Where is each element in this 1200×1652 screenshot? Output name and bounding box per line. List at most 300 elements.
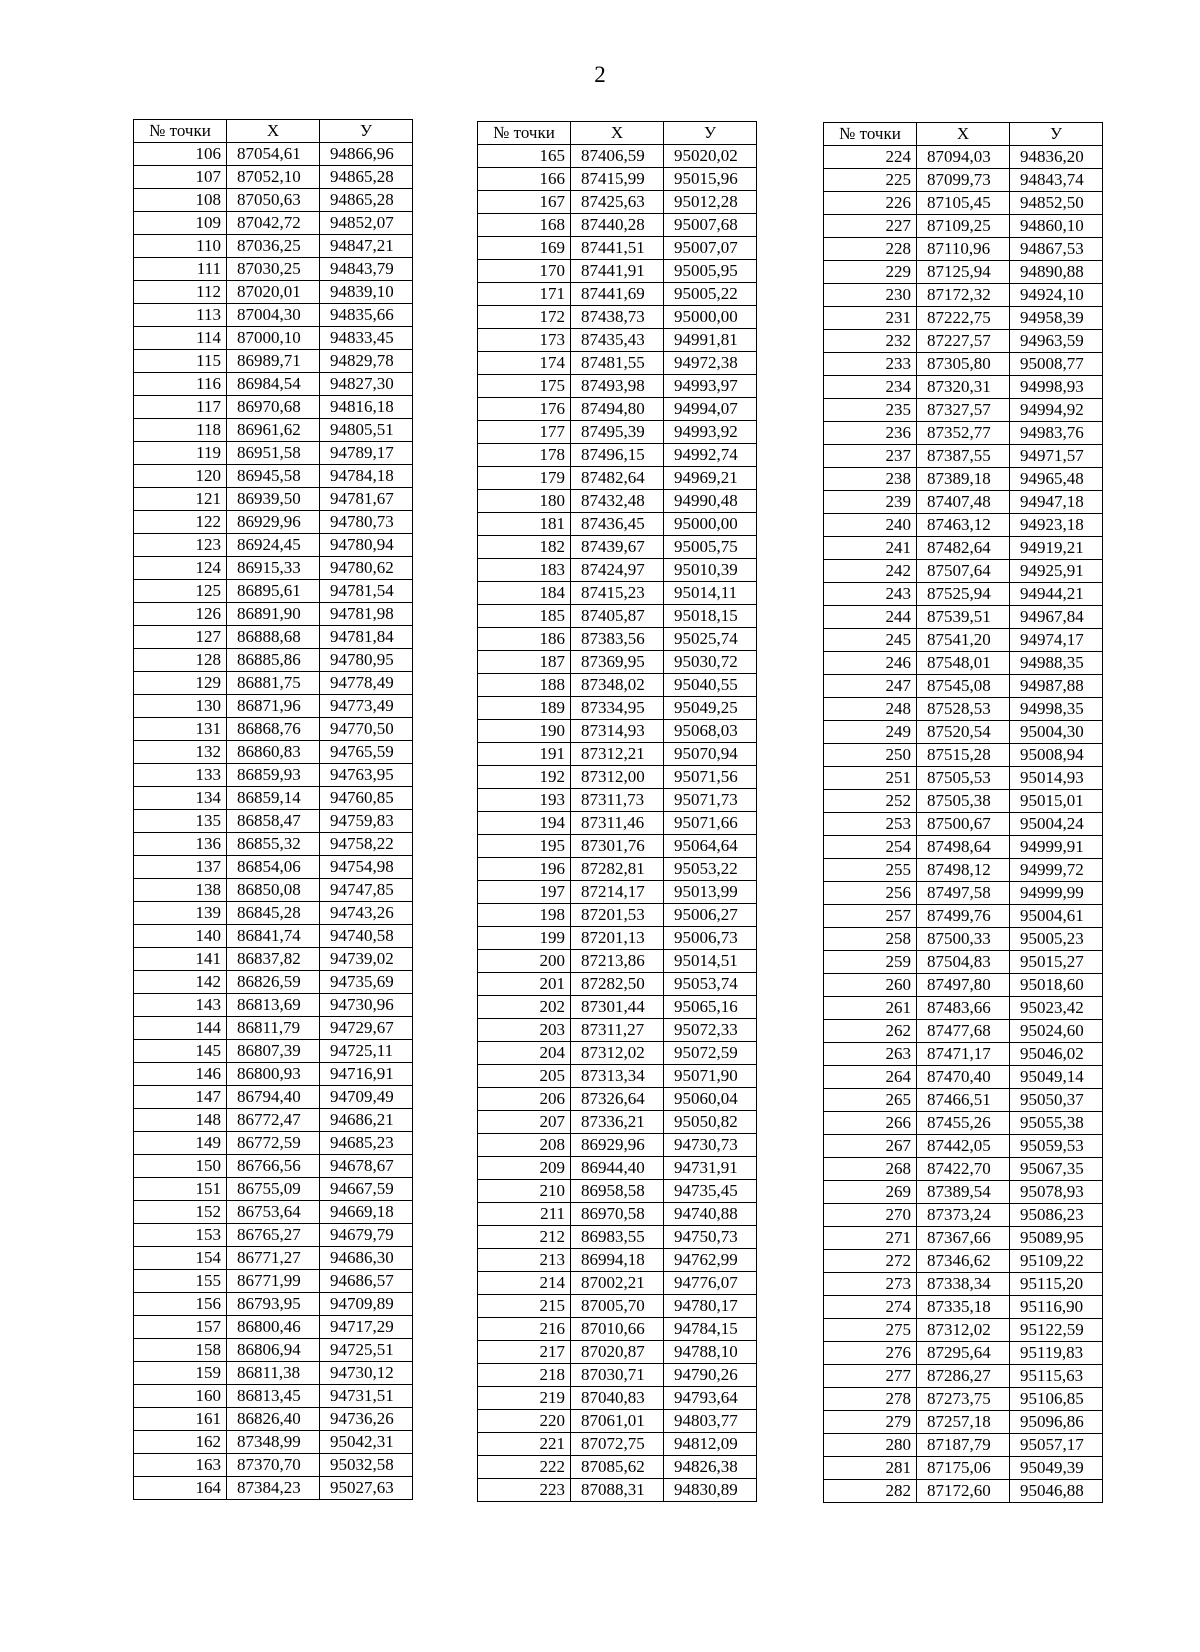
y-coordinate-cell: 94839,10 <box>320 281 413 304</box>
point-number-cell: 146 <box>134 1063 227 1086</box>
table-row <box>134 557 413 580</box>
table-row <box>134 580 413 603</box>
table-row <box>134 1017 413 1040</box>
point-number-cell: 196 <box>478 858 571 881</box>
table-row <box>134 189 413 212</box>
table-row <box>478 1111 757 1134</box>
table-row <box>824 537 1103 560</box>
y-coordinate-cell: 95042,31 <box>320 1431 413 1454</box>
point-number-cell: 279 <box>824 1411 917 1434</box>
y-coordinate-cell: 94790,26 <box>664 1364 757 1387</box>
point-number-cell: 238 <box>824 468 917 491</box>
y-coordinate-cell: 95024,60 <box>1010 1020 1103 1043</box>
point-number-cell: 117 <box>134 396 227 419</box>
table-row <box>134 143 413 166</box>
y-coordinate-cell: 95005,95 <box>664 260 757 283</box>
point-number-cell: 159 <box>134 1362 227 1385</box>
y-coordinate-cell: 94865,28 <box>320 166 413 189</box>
point-number-cell: 131 <box>134 718 227 741</box>
y-coordinate-cell: 95070,94 <box>664 743 757 766</box>
y-coordinate-cell: 95014,93 <box>1010 767 1103 790</box>
x-coordinate-cell: 87286,27 <box>917 1365 1010 1388</box>
y-coordinate-cell: 94740,58 <box>320 925 413 948</box>
x-coordinate-cell: 86837,82 <box>227 948 320 971</box>
y-coordinate-cell: 95008,94 <box>1010 744 1103 767</box>
x-coordinate-cell: 86771,99 <box>227 1270 320 1293</box>
x-coordinate-cell: 86755,09 <box>227 1178 320 1201</box>
x-header: X <box>917 123 1010 146</box>
table-row <box>478 812 757 835</box>
table-row <box>824 399 1103 422</box>
point-number-header: № точки <box>478 122 571 145</box>
y-coordinate-cell: 95000,00 <box>664 306 757 329</box>
y-coordinate-cell: 94716,91 <box>320 1063 413 1086</box>
y-coordinate-cell: 95006,27 <box>664 904 757 927</box>
point-number-cell: 271 <box>824 1227 917 1250</box>
table-row <box>134 534 413 557</box>
y-coordinate-cell: 95072,33 <box>664 1019 757 1042</box>
table-row <box>824 1043 1103 1066</box>
y-coordinate-cell: 94958,39 <box>1010 307 1103 330</box>
y-coordinate-cell: 95049,14 <box>1010 1066 1103 1089</box>
x-coordinate-cell: 87061,01 <box>571 1410 664 1433</box>
x-coordinate-cell: 86859,93 <box>227 764 320 787</box>
x-coordinate-cell: 87000,10 <box>227 327 320 350</box>
y-coordinate-cell: 94923,18 <box>1010 514 1103 537</box>
table-row <box>824 951 1103 974</box>
table-row <box>824 1411 1103 1434</box>
x-coordinate-cell: 87305,80 <box>917 353 1010 376</box>
point-number-cell: 115 <box>134 350 227 373</box>
x-coordinate-cell: 87405,87 <box>571 605 664 628</box>
table-row <box>824 1020 1103 1043</box>
point-number-cell: 155 <box>134 1270 227 1293</box>
y-coordinate-cell: 94770,50 <box>320 718 413 741</box>
table-row <box>478 1295 757 1318</box>
x-coordinate-cell: 86885,86 <box>227 649 320 672</box>
point-number-cell: 186 <box>478 628 571 651</box>
y-coordinate-cell: 94731,51 <box>320 1385 413 1408</box>
point-number-cell: 172 <box>478 306 571 329</box>
point-number-cell: 247 <box>824 675 917 698</box>
table-row <box>134 695 413 718</box>
x-coordinate-cell: 87435,43 <box>571 329 664 352</box>
table-row <box>134 1454 413 1477</box>
table-row <box>824 1181 1103 1204</box>
table-row <box>824 353 1103 376</box>
point-number-cell: 233 <box>824 353 917 376</box>
table-row <box>478 168 757 191</box>
x-coordinate-cell: 87175,06 <box>917 1457 1010 1480</box>
table-row <box>824 1089 1103 1112</box>
table-row <box>824 307 1103 330</box>
y-coordinate-cell: 94735,69 <box>320 971 413 994</box>
point-number-cell: 202 <box>478 996 571 1019</box>
point-number-cell: 198 <box>478 904 571 927</box>
table-row <box>134 1063 413 1086</box>
y-coordinate-cell: 95046,02 <box>1010 1043 1103 1066</box>
x-coordinate-cell: 87441,69 <box>571 283 664 306</box>
table-row <box>134 465 413 488</box>
x-coordinate-cell: 87282,81 <box>571 858 664 881</box>
table-row <box>478 513 757 536</box>
point-number-cell: 199 <box>478 927 571 950</box>
table-row <box>134 879 413 902</box>
y-coordinate-cell: 94994,92 <box>1010 399 1103 422</box>
table-row <box>134 1270 413 1293</box>
table-row <box>824 468 1103 491</box>
x-coordinate-cell: 86881,75 <box>227 672 320 695</box>
point-number-cell: 183 <box>478 559 571 582</box>
point-number-cell: 139 <box>134 902 227 925</box>
point-number-cell: 113 <box>134 304 227 327</box>
y-coordinate-cell: 95015,01 <box>1010 790 1103 813</box>
point-number-cell: 150 <box>134 1155 227 1178</box>
point-number-cell: 125 <box>134 580 227 603</box>
table-row <box>478 467 757 490</box>
table-row <box>134 212 413 235</box>
x-coordinate-cell: 86854,06 <box>227 856 320 879</box>
y-coordinate-cell: 94747,85 <box>320 879 413 902</box>
y-coordinate-cell: 94826,38 <box>664 1456 757 1479</box>
table-row <box>824 1480 1103 1503</box>
x-coordinate-cell: 87295,64 <box>917 1342 1010 1365</box>
x-coordinate-cell: 87507,64 <box>917 560 1010 583</box>
point-number-cell: 153 <box>134 1224 227 1247</box>
y-coordinate-cell: 94852,50 <box>1010 192 1103 215</box>
x-coordinate-cell: 87441,51 <box>571 237 664 260</box>
x-coordinate-cell: 87497,80 <box>917 974 1010 997</box>
y-coordinate-cell: 95071,90 <box>664 1065 757 1088</box>
x-coordinate-cell: 86826,40 <box>227 1408 320 1431</box>
x-coordinate-cell: 87548,01 <box>917 652 1010 675</box>
point-number-cell: 174 <box>478 352 571 375</box>
table-row <box>824 859 1103 882</box>
y-coordinate-cell: 94963,59 <box>1010 330 1103 353</box>
point-number-cell: 191 <box>478 743 571 766</box>
point-number-cell: 169 <box>478 237 571 260</box>
x-coordinate-cell: 87052,10 <box>227 166 320 189</box>
table-row <box>824 928 1103 951</box>
x-coordinate-cell: 87105,45 <box>917 192 1010 215</box>
x-coordinate-cell: 87312,21 <box>571 743 664 766</box>
table-row <box>824 813 1103 836</box>
x-coordinate-cell: 87336,21 <box>571 1111 664 1134</box>
table-row <box>478 1410 757 1433</box>
point-number-cell: 231 <box>824 307 917 330</box>
y-coordinate-cell: 95053,74 <box>664 973 757 996</box>
y-coordinate-cell: 95060,04 <box>664 1088 757 1111</box>
x-coordinate-cell: 87481,55 <box>571 352 664 375</box>
x-coordinate-cell: 87040,83 <box>571 1387 664 1410</box>
table-row <box>824 629 1103 652</box>
y-coordinate-cell: 95020,02 <box>664 145 757 168</box>
table-row <box>478 743 757 766</box>
point-number-cell: 195 <box>478 835 571 858</box>
point-number-cell: 270 <box>824 1204 917 1227</box>
x-coordinate-cell: 87525,94 <box>917 583 1010 606</box>
point-number-cell: 213 <box>478 1249 571 1272</box>
y-coordinate-cell: 95078,93 <box>1010 1181 1103 1204</box>
x-coordinate-cell: 86958,58 <box>571 1180 664 1203</box>
x-coordinate-cell: 87326,64 <box>571 1088 664 1111</box>
point-number-cell: 121 <box>134 488 227 511</box>
point-number-cell: 218 <box>478 1364 571 1387</box>
point-number-cell: 188 <box>478 674 571 697</box>
table-row <box>478 904 757 927</box>
point-number-cell: 136 <box>134 833 227 856</box>
x-coordinate-cell: 86939,50 <box>227 488 320 511</box>
table-row <box>478 1019 757 1042</box>
point-number-cell: 205 <box>478 1065 571 1088</box>
x-coordinate-cell: 87030,25 <box>227 258 320 281</box>
x-coordinate-cell: 86766,56 <box>227 1155 320 1178</box>
y-coordinate-cell: 94731,91 <box>664 1157 757 1180</box>
point-number-cell: 148 <box>134 1109 227 1132</box>
x-coordinate-cell: 87099,73 <box>917 169 1010 192</box>
x-coordinate-cell: 86924,45 <box>227 534 320 557</box>
x-coordinate-cell: 87466,51 <box>917 1089 1010 1112</box>
point-number-cell: 210 <box>478 1180 571 1203</box>
table-row <box>478 237 757 260</box>
table-row <box>134 281 413 304</box>
x-coordinate-cell: 87432,48 <box>571 490 664 513</box>
x-coordinate-cell: 87222,75 <box>917 307 1010 330</box>
table-row <box>134 856 413 879</box>
y-coordinate-cell: 95010,39 <box>664 559 757 582</box>
x-coordinate-cell: 87438,73 <box>571 306 664 329</box>
point-number-cell: 181 <box>478 513 571 536</box>
point-number-cell: 280 <box>824 1434 917 1457</box>
y-coordinate-cell: 94843,74 <box>1010 169 1103 192</box>
point-number-cell: 166 <box>478 168 571 191</box>
y-header: У <box>1010 123 1103 146</box>
table-row <box>824 445 1103 468</box>
x-coordinate-cell: 86970,68 <box>227 396 320 419</box>
x-coordinate-cell: 87201,53 <box>571 904 664 927</box>
point-number-cell: 243 <box>824 583 917 606</box>
point-number-cell: 106 <box>134 143 227 166</box>
point-number-cell: 277 <box>824 1365 917 1388</box>
y-coordinate-cell: 94965,48 <box>1010 468 1103 491</box>
point-number-cell: 221 <box>478 1433 571 1456</box>
y-coordinate-cell: 94709,49 <box>320 1086 413 1109</box>
point-number-cell: 248 <box>824 698 917 721</box>
y-coordinate-cell: 94987,88 <box>1010 675 1103 698</box>
point-number-cell: 120 <box>134 465 227 488</box>
x-coordinate-cell: 87172,32 <box>917 284 1010 307</box>
table-header-row <box>478 122 757 145</box>
point-number-cell: 249 <box>824 721 917 744</box>
x-coordinate-cell: 87054,61 <box>227 143 320 166</box>
point-number-cell: 187 <box>478 651 571 674</box>
y-coordinate-cell: 95014,11 <box>664 582 757 605</box>
x-header: X <box>227 120 320 143</box>
table-row <box>478 950 757 973</box>
point-number-cell: 122 <box>134 511 227 534</box>
x-coordinate-cell: 86944,40 <box>571 1157 664 1180</box>
y-coordinate-cell: 95050,82 <box>664 1111 757 1134</box>
x-coordinate-cell: 87110,96 <box>917 238 1010 261</box>
point-number-cell: 145 <box>134 1040 227 1063</box>
x-coordinate-cell: 86929,96 <box>571 1134 664 1157</box>
x-coordinate-cell: 87483,66 <box>917 997 1010 1020</box>
point-number-cell: 223 <box>478 1479 571 1502</box>
table-row <box>478 1042 757 1065</box>
table-row <box>824 491 1103 514</box>
table-row <box>478 490 757 513</box>
table-row <box>134 419 413 442</box>
x-coordinate-cell: 86850,08 <box>227 879 320 902</box>
y-coordinate-cell: 94999,99 <box>1010 882 1103 905</box>
y-coordinate-cell: 95065,16 <box>664 996 757 1019</box>
y-coordinate-cell: 94669,18 <box>320 1201 413 1224</box>
x-coordinate-cell: 87072,75 <box>571 1433 664 1456</box>
table-row <box>478 1433 757 1456</box>
table-row <box>478 1203 757 1226</box>
table-row <box>824 1227 1103 1250</box>
x-coordinate-cell: 86811,38 <box>227 1362 320 1385</box>
table-row <box>134 1477 413 1500</box>
point-number-cell: 234 <box>824 376 917 399</box>
table-row <box>134 511 413 534</box>
table-row <box>478 697 757 720</box>
point-number-cell: 134 <box>134 787 227 810</box>
table-row <box>134 948 413 971</box>
y-coordinate-cell: 95115,20 <box>1010 1273 1103 1296</box>
point-number-cell: 222 <box>478 1456 571 1479</box>
y-coordinate-cell: 94780,94 <box>320 534 413 557</box>
table-row <box>134 235 413 258</box>
x-coordinate-cell: 86891,90 <box>227 603 320 626</box>
x-coordinate-cell: 87436,45 <box>571 513 664 536</box>
point-number-cell: 219 <box>478 1387 571 1410</box>
table-row <box>478 145 757 168</box>
y-coordinate-cell: 94678,67 <box>320 1155 413 1178</box>
table-row <box>478 766 757 789</box>
table-row <box>824 744 1103 767</box>
point-number-cell: 212 <box>478 1226 571 1249</box>
x-coordinate-cell: 86961,62 <box>227 419 320 442</box>
x-coordinate-cell: 87085,62 <box>571 1456 664 1479</box>
table-row <box>478 858 757 881</box>
point-number-cell: 144 <box>134 1017 227 1040</box>
table-row <box>134 1178 413 1201</box>
table-row <box>134 718 413 741</box>
point-number-cell: 189 <box>478 697 571 720</box>
x-coordinate-cell: 86915,33 <box>227 557 320 580</box>
y-coordinate-cell: 94990,48 <box>664 490 757 513</box>
point-number-cell: 224 <box>824 146 917 169</box>
table-row <box>478 1479 757 1502</box>
table-row <box>134 994 413 1017</box>
table-row <box>478 1249 757 1272</box>
point-number-cell: 246 <box>824 652 917 675</box>
y-coordinate-cell: 95030,72 <box>664 651 757 674</box>
y-coordinate-cell: 94739,02 <box>320 948 413 971</box>
point-number-cell: 176 <box>478 398 571 421</box>
table-row <box>824 514 1103 537</box>
x-coordinate-cell: 86794,40 <box>227 1086 320 1109</box>
x-coordinate-cell: 87384,23 <box>227 1477 320 1500</box>
point-number-cell: 140 <box>134 925 227 948</box>
table-row <box>478 421 757 444</box>
x-coordinate-cell: 86970,58 <box>571 1203 664 1226</box>
table-row <box>134 902 413 925</box>
point-number-cell: 170 <box>478 260 571 283</box>
y-coordinate-cell: 94827,30 <box>320 373 413 396</box>
y-coordinate-cell: 95053,22 <box>664 858 757 881</box>
y-coordinate-cell: 94763,95 <box>320 764 413 787</box>
point-number-cell: 226 <box>824 192 917 215</box>
x-coordinate-cell: 86868,76 <box>227 718 320 741</box>
x-coordinate-cell: 87493,98 <box>571 375 664 398</box>
point-number-cell: 182 <box>478 536 571 559</box>
y-coordinate-cell: 95096,86 <box>1010 1411 1103 1434</box>
point-number-cell: 128 <box>134 649 227 672</box>
y-coordinate-cell: 95025,74 <box>664 628 757 651</box>
x-coordinate-cell: 86811,79 <box>227 1017 320 1040</box>
table-row <box>134 373 413 396</box>
x-coordinate-cell: 87042,72 <box>227 212 320 235</box>
table-row <box>134 1293 413 1316</box>
y-coordinate-cell: 95106,85 <box>1010 1388 1103 1411</box>
point-number-cell: 108 <box>134 189 227 212</box>
table-row <box>478 582 757 605</box>
table-row <box>478 1364 757 1387</box>
y-coordinate-cell: 94784,15 <box>664 1318 757 1341</box>
y-coordinate-cell: 95005,22 <box>664 283 757 306</box>
y-coordinate-cell: 94994,07 <box>664 398 757 421</box>
table-row <box>134 1155 413 1178</box>
y-coordinate-cell: 95015,96 <box>664 168 757 191</box>
x-coordinate-cell: 86807,39 <box>227 1040 320 1063</box>
point-number-cell: 240 <box>824 514 917 537</box>
x-coordinate-cell: 87020,01 <box>227 281 320 304</box>
y-coordinate-cell: 94686,57 <box>320 1270 413 1293</box>
y-coordinate-cell: 94762,99 <box>664 1249 757 1272</box>
y-coordinate-cell: 94803,77 <box>664 1410 757 1433</box>
y-coordinate-cell: 94944,21 <box>1010 583 1103 606</box>
y-coordinate-cell: 94780,17 <box>664 1295 757 1318</box>
y-coordinate-cell: 94788,10 <box>664 1341 757 1364</box>
y-coordinate-cell: 94730,12 <box>320 1362 413 1385</box>
x-coordinate-cell: 87213,86 <box>571 950 664 973</box>
point-number-cell: 242 <box>824 560 917 583</box>
point-number-cell: 154 <box>134 1247 227 1270</box>
x-coordinate-cell: 87367,66 <box>917 1227 1010 1250</box>
x-coordinate-cell: 87383,56 <box>571 628 664 651</box>
point-number-cell: 214 <box>478 1272 571 1295</box>
y-coordinate-cell: 94759,83 <box>320 810 413 833</box>
point-number-cell: 164 <box>134 1477 227 1500</box>
table-row <box>134 1431 413 1454</box>
table-row <box>134 1247 413 1270</box>
x-coordinate-cell: 87415,99 <box>571 168 664 191</box>
y-coordinate-cell: 95122,59 <box>1010 1319 1103 1342</box>
point-number-cell: 232 <box>824 330 917 353</box>
table-row <box>478 536 757 559</box>
table-row <box>478 1157 757 1180</box>
point-number-cell: 239 <box>824 491 917 514</box>
point-number-cell: 194 <box>478 812 571 835</box>
point-number-cell: 273 <box>824 1273 917 1296</box>
table-row <box>824 1204 1103 1227</box>
x-coordinate-cell: 87320,31 <box>917 376 1010 399</box>
point-number-cell: 236 <box>824 422 917 445</box>
y-coordinate-cell: 95046,88 <box>1010 1480 1103 1503</box>
x-coordinate-cell: 87348,02 <box>571 674 664 697</box>
